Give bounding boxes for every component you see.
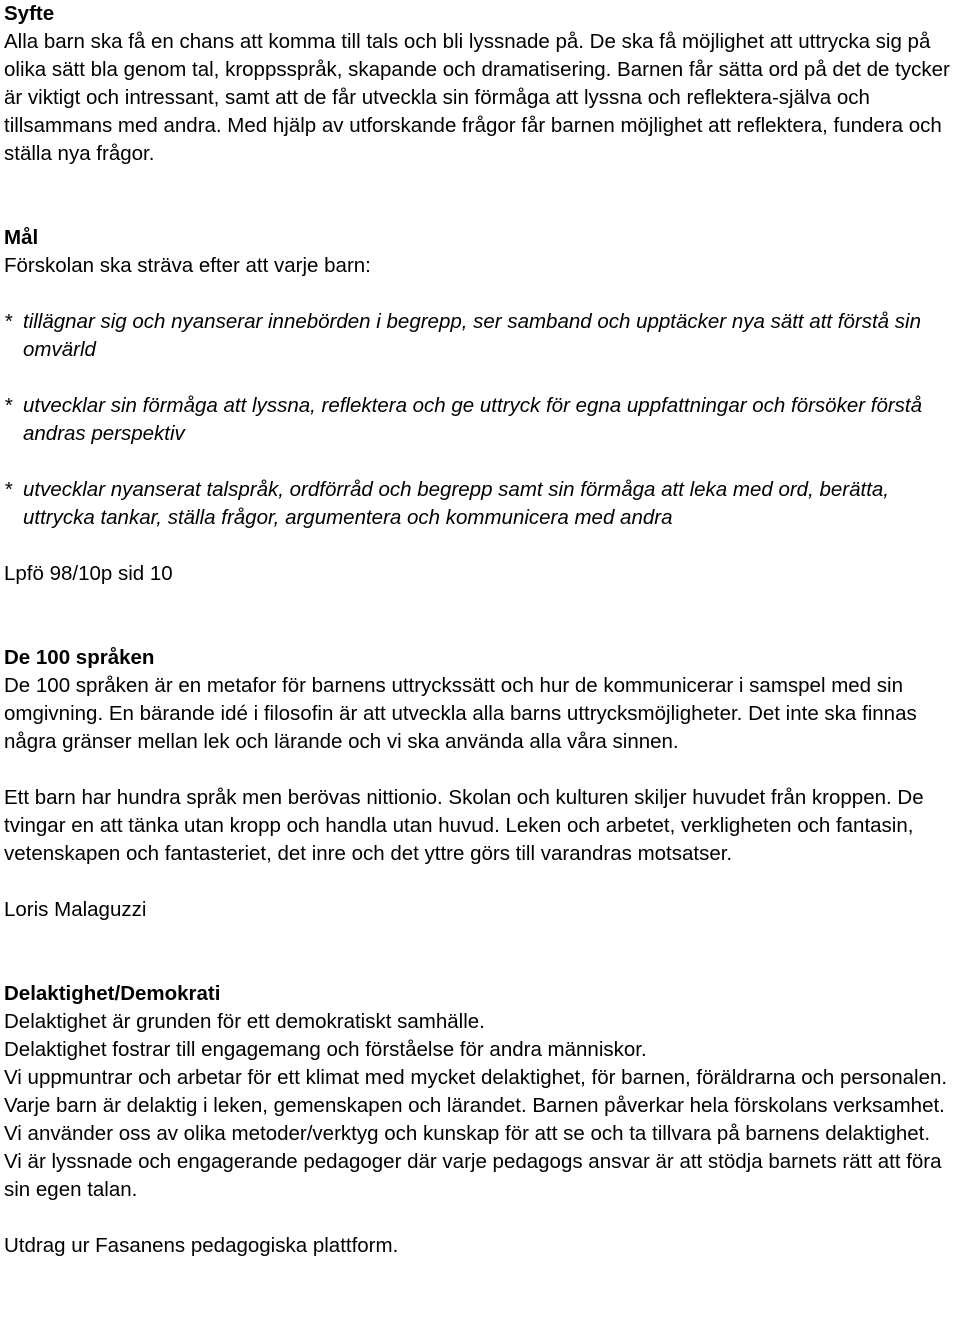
spacer <box>4 532 952 560</box>
sprak-quote: Ett barn har hundra språk men berövas nittionio. Skolan och kulturen skiljer huvudet från kroppen. De tvingar en att tänka utan kropp och handla utan huvud. Leken och arbetet, verkligheten och fantasin, vetenskapen och fantasteriet, det inre och det yttre görs till varandras motsatser. <box>4 786 924 865</box>
delaktighet-line: Delaktighet fostrar till engagemang och förståelse för andra människor. <box>4 1038 647 1061</box>
bullet-marker: * <box>4 310 12 333</box>
spacer <box>4 924 952 980</box>
section-delaktighet <box>4 980 952 1260</box>
delaktighet-line: Delaktighet är grunden för ett demokratiskt samhälle. <box>4 1010 485 1033</box>
mal-source: Lpfö 98/10p sid 10 <box>4 562 173 585</box>
mal-item <box>4 392 952 448</box>
mal-item <box>4 308 952 364</box>
sprak-heading: De 100 språken <box>4 646 155 669</box>
sprak-paragraph: De 100 språken är en metafor för barnens uttryckssätt och hur de kommunicerar i samspel med sin omgivning. En bärande idé i filosofin är att utveckla alla barns uttrycksmöjligheter. Det inte ska finnas några gränser mellan lek och lärande och vi ska använda alla våra sinnen. <box>4 674 917 753</box>
delaktighet-source: Utdrag ur Fasanens pedagogiska plattform. <box>4 1234 399 1257</box>
spacer <box>4 756 952 784</box>
mal-item-text: tillägnar sig och nyanserar innebörden i begrepp, ser samband och upptäcker nya sätt att förstå sin omvärld <box>23 310 921 361</box>
spacer <box>4 280 952 308</box>
section-syfte <box>4 0 952 168</box>
sprak-author: Loris Malaguzzi <box>4 898 147 921</box>
syfte-heading: Syfte <box>4 2 55 25</box>
mal-item <box>4 476 952 532</box>
bullet-marker: * <box>4 394 12 417</box>
spacer <box>4 1204 952 1232</box>
spacer <box>4 448 952 476</box>
mal-item-text: utvecklar nyanserat talspråk, ordförråd och begrepp samt sin förmåga att leka med ord, berätta, uttrycka tankar, ställa frågor, argumentera och kommunicera med andra <box>23 478 889 529</box>
bullet-marker: * <box>4 478 12 501</box>
delaktighet-line: Vi uppmuntrar och arbetar för ett klimat med mycket delaktighet, för barnen, föräldrarna och personalen. <box>4 1066 948 1089</box>
spacer <box>4 168 952 224</box>
document <box>4 0 952 1260</box>
delaktighet-heading: Delaktighet/Demokrati <box>4 982 221 1005</box>
spacer <box>4 868 952 896</box>
mal-item-text: utvecklar sin förmåga att lyssna, reflektera och ge uttryck för egna uppfattningar och försöker förstå andras perspektiv <box>23 394 923 445</box>
section-sprak <box>4 644 952 924</box>
mal-heading: Mål <box>4 226 39 249</box>
delaktighet-line: Varje barn är delaktig i leken, gemenskapen och lärandet. Barnen påverkar hela förskolans verksamhet. Vi använder oss av olika metoder/verktyg och kunskap för att se och ta tillvara på barnens delaktighet. Vi är lyssnade och engagerande pedagoger där varje pedagogs ansvar är att stödja barnets rätt att föra sin egen talan. <box>4 1094 945 1201</box>
syfte-paragraph: Alla barn ska få en chans att komma till tals och bli lyssnade på. De ska få möjlighet att uttrycka sig på olika sätt bla genom tal, kroppsspråk, skapande och dramatisering. Barnen får sätta ord på det de tycker är viktigt och intressant, samt att de får utveckla sin förmåga att lyssna och reflektera-själva och tillsammans med andra. Med hjälp av utforskande frågor får barnen möjlighet att reflektera, fundera och ställa nya frågor. <box>4 30 950 165</box>
mal-intro: Förskolan ska sträva efter att varje barn: <box>4 254 371 277</box>
spacer <box>4 588 952 644</box>
spacer <box>4 364 952 392</box>
section-mal <box>4 224 952 588</box>
